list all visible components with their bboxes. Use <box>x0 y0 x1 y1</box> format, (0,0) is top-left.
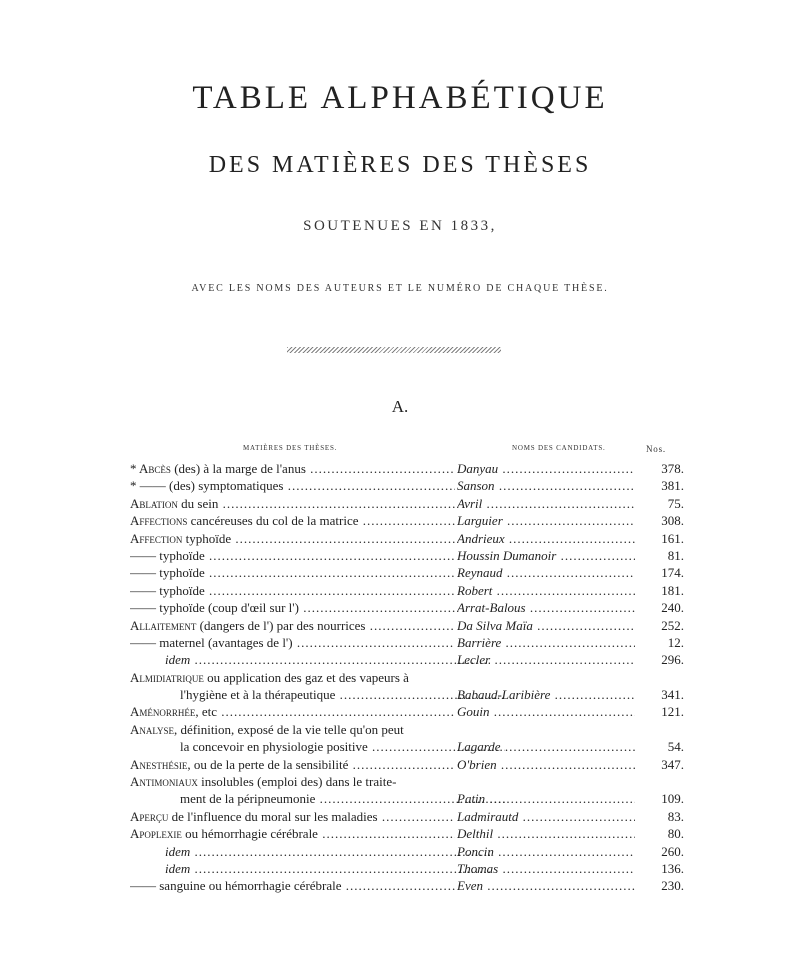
subject-text: —— typhoïde <box>130 582 205 598</box>
subject-text: (des) à la marge de l'anus <box>170 461 306 476</box>
thesis-number: 12. <box>667 634 684 650</box>
subject-text: ou hémorrhagie cérébrale <box>181 826 318 842</box>
subject-text: idem <box>165 652 191 668</box>
index-row <box>130 460 690 477</box>
subject-cell <box>130 564 455 581</box>
candidate-name: O'brien ..... <box>457 756 635 773</box>
index-row <box>130 825 690 842</box>
thesis-number: 80. <box>667 826 684 842</box>
subject-cell <box>130 582 455 599</box>
thesis-number: 260. <box>661 843 684 859</box>
subject-text: de l'influence du moral sur les maladies <box>168 808 378 824</box>
subject-keyword: Apoplexie <box>130 826 182 842</box>
subject-text: —— typhoïde <box>130 547 205 563</box>
index-row <box>130 703 690 720</box>
candidate-name: Houssin Dumanoir ..... <box>457 547 635 564</box>
subject-text: cancéreuses du col de la matrice <box>187 513 359 529</box>
subject-text: l'hygiène et à la thérapeutique <box>180 687 336 703</box>
candidate-name: Even ..... <box>457 877 635 894</box>
subject-cell <box>130 669 455 686</box>
subject-cell <box>130 547 455 564</box>
thesis-number: 81. <box>667 547 684 563</box>
candidate-name: Sanson ..... <box>457 477 635 494</box>
index-row <box>130 860 690 877</box>
subject-keyword: Anesthésie <box>130 756 188 772</box>
subject-cell <box>130 460 455 477</box>
subject-cell <box>130 512 455 529</box>
candidate-name: Arrat-Balous ..... <box>457 599 635 616</box>
subject-text: typhoïde <box>182 530 232 546</box>
subject-cell <box>130 617 455 634</box>
index-row <box>130 651 690 668</box>
subject-cell <box>130 703 455 720</box>
subject-keyword: Analyse <box>130 721 174 737</box>
subject-cell <box>130 651 490 668</box>
subject-cell <box>130 530 455 547</box>
candidate-name: Patin ..... <box>457 790 635 807</box>
subject-keyword: Allaitement <box>130 617 197 633</box>
candidate-name: Ladmirautd ..... <box>457 808 635 825</box>
subject-text: * —— (des) symptomatiques <box>130 478 284 494</box>
index-row <box>130 738 690 755</box>
subject-keyword: Almidiatrique <box>130 669 204 685</box>
index-row <box>130 617 690 634</box>
index-row <box>130 721 690 738</box>
subject-cell <box>130 825 455 842</box>
index-row <box>130 582 690 599</box>
subject-keyword: Affection <box>130 530 183 546</box>
index-row <box>130 530 690 547</box>
year-line: SOUTENUES EN 1833, <box>303 218 497 234</box>
subject-text: ou application des gaz et des vapeurs à <box>203 669 409 685</box>
index-row <box>130 564 690 581</box>
subject-text: la concevoir en physiologie positive <box>180 739 368 755</box>
index-row <box>130 547 690 564</box>
subject-cell <box>130 756 455 773</box>
thesis-number: 54. <box>667 739 684 755</box>
subject-keyword: Antimoniaux <box>130 774 198 790</box>
subject-text: —— typhoïde <box>130 565 205 581</box>
subject-keyword: Ablation <box>130 495 178 511</box>
candidate-name: Delthil ..... <box>457 825 635 842</box>
subject-keyword: Affections <box>130 513 188 529</box>
subject-text: insolubles (emploi des) dans le traite- <box>197 774 397 790</box>
subject-text: —— typhoïde (coup d'œil sur l') <box>130 600 299 616</box>
candidate-name: Avril ..... <box>457 495 635 512</box>
thesis-number: 75. <box>667 495 684 511</box>
decorative-rule <box>287 347 501 353</box>
candidate-name: Thomas ..... <box>457 860 635 877</box>
thesis-number: 83. <box>667 808 684 824</box>
subject-cell <box>130 860 490 877</box>
candidate-name: Babaud-Laribière ..... <box>457 686 635 703</box>
column-header-matieres: MATIÈRES DES THÈSES. <box>243 444 338 452</box>
subject-keyword: Aperçu <box>130 808 169 824</box>
thesis-number: 308. <box>661 513 684 529</box>
page-title: TABLE ALPHABÉTIQUE <box>192 80 608 116</box>
index-row <box>130 686 690 703</box>
subject-cell <box>130 634 455 651</box>
index-row <box>130 495 690 512</box>
index-row <box>130 599 690 616</box>
candidate-name: Danyau ..... <box>457 460 635 477</box>
candidate-name: Da Silva Maïa ..... <box>457 617 635 634</box>
candidate-name: Larguier ..... <box>457 512 635 529</box>
index-row <box>130 773 690 790</box>
subject-text: —— sanguine ou hémorrhagie cérébrale <box>130 878 342 894</box>
subject-text: idem <box>165 860 191 876</box>
index-row <box>130 512 690 529</box>
index-row <box>130 877 690 894</box>
candidate-name: Andrieux ..... <box>457 530 635 547</box>
thesis-number: 181. <box>661 582 684 598</box>
index-row <box>130 790 690 807</box>
subject-keyword: * Abcès <box>130 461 171 476</box>
subject-cell <box>130 808 455 825</box>
subject-cell <box>130 599 455 616</box>
subject-cell <box>130 738 505 755</box>
column-header-noms: NOMS DES CANDIDATS. <box>512 444 606 452</box>
candidate-name: Robert ..... <box>457 582 635 599</box>
subject-text: (dangers de l') par des nourrices <box>196 617 366 633</box>
index-row <box>130 669 690 686</box>
thesis-number: 378. <box>661 461 684 476</box>
subject-cell <box>130 877 455 894</box>
subject-text: ment de la péripneumonie <box>180 791 316 807</box>
candidate-name: Reynaud ..... <box>457 564 635 581</box>
section-letter: A. <box>391 397 409 416</box>
subject-cell <box>130 721 455 738</box>
subject-text: , ou de la perte de la sensibilité <box>187 756 349 772</box>
subject-cell <box>130 495 455 512</box>
subject-cell <box>130 790 505 807</box>
candidate-name: Barrière ..... <box>457 634 635 651</box>
index-row <box>130 634 690 651</box>
subject-cell <box>130 843 490 860</box>
thesis-number: 240. <box>661 600 684 616</box>
subject-text: , définition, exposé de la vie telle qu'on peut <box>174 721 404 737</box>
subject-cell <box>130 686 505 703</box>
subject-text: idem <box>165 843 191 859</box>
index-table <box>130 460 690 895</box>
thesis-number: 252. <box>661 617 684 633</box>
index-row <box>130 756 690 773</box>
thesis-number: 347. <box>661 756 684 772</box>
index-row <box>130 477 690 494</box>
thesis-number: 174. <box>661 565 684 581</box>
subject-text: —— maternel (avantages de l') <box>130 634 293 650</box>
index-row <box>130 843 690 860</box>
thesis-number: 161. <box>661 530 684 546</box>
thesis-number: 121. <box>661 704 684 720</box>
thesis-number: 136. <box>661 860 684 876</box>
candidate-name: Gouin ..... <box>457 703 635 720</box>
thesis-number: 341. <box>661 687 684 703</box>
candidate-name: Lagarde ..... <box>457 738 635 755</box>
thesis-number: 296. <box>661 652 684 668</box>
subject-keyword: Aménorrhée <box>130 704 196 720</box>
candidate-name: Lecler ..... <box>457 651 635 668</box>
thesis-number: 230. <box>661 878 684 894</box>
index-row <box>130 808 690 825</box>
column-header-numero: Nos. <box>646 444 666 454</box>
page-subtitle: DES MATIÈRES DES THÈSES <box>208 152 592 178</box>
description-line: AVEC LES NOMS DES AUTEURS ET LE NUMÉRO DE CHAQUE THÈSE. <box>191 283 609 294</box>
candidate-name: Poncin ..... <box>457 843 635 860</box>
subject-text: , etc <box>195 704 218 720</box>
subject-cell <box>130 773 455 790</box>
subject-text: du sein <box>177 495 219 511</box>
thesis-number: 109. <box>661 791 684 807</box>
subject-cell <box>130 477 455 494</box>
thesis-number: 381. <box>661 478 684 494</box>
